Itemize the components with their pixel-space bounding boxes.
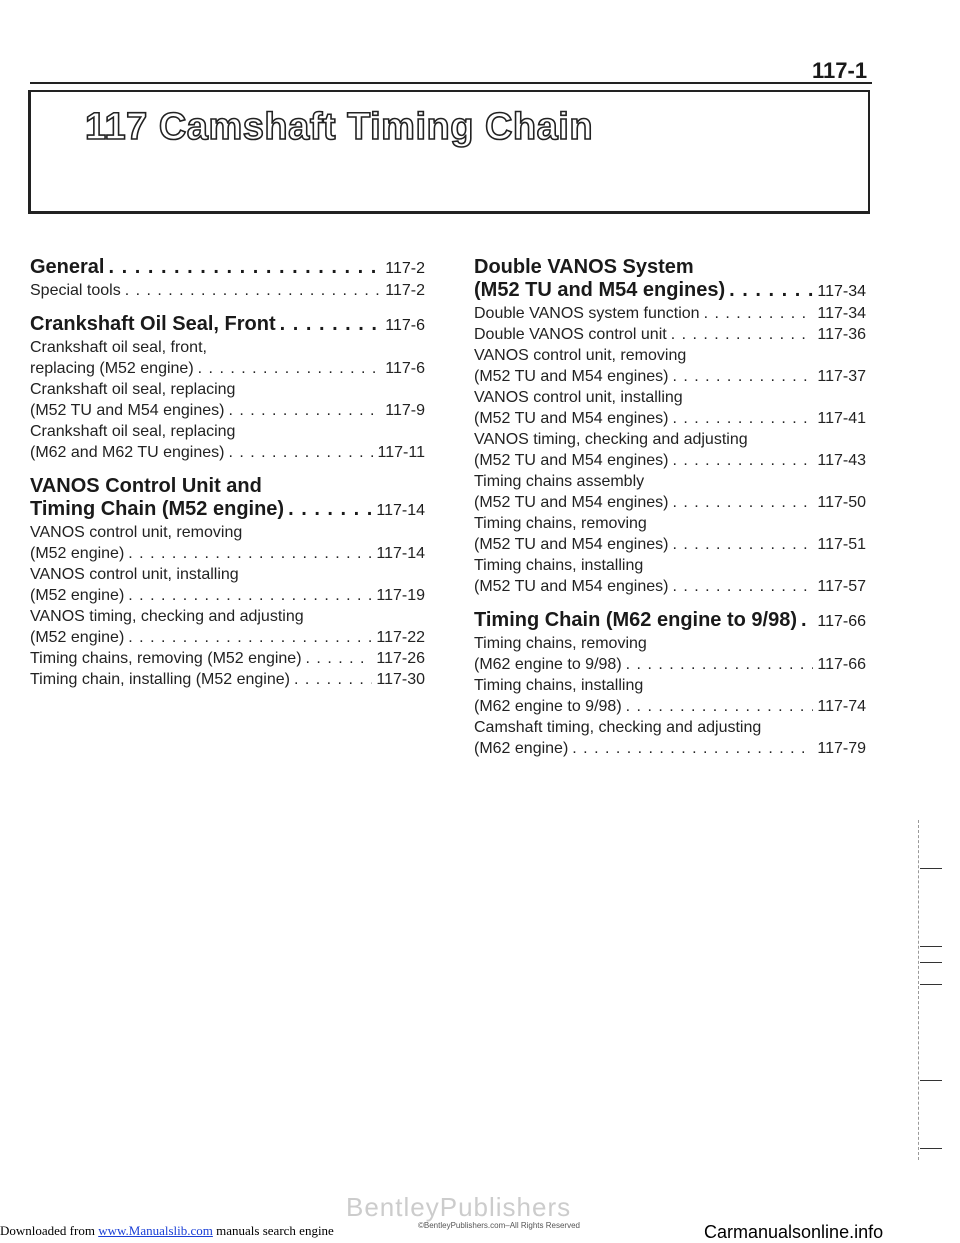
toc-page-number: 117-34 [817,283,866,300]
toc-page-number: 117-34 [817,305,866,322]
toc-right-column [474,256,866,759]
toc-entry-title: (M52 TU and M54 engines) [474,410,669,427]
dot-leader [672,366,813,387]
toc-entry-title: (M52 TU and M54 engines) [30,402,225,419]
toc-entry-row [474,738,866,759]
toc-entry-row [474,654,866,675]
toc-entry-row [474,324,866,345]
dot-leader [626,696,814,717]
dot-leader [228,442,373,463]
footer-site: Carmanualsonline.info [704,1222,884,1242]
toc-page-number: 117-9 [385,402,425,419]
dot-leader [704,303,814,324]
toc-entry-row [474,303,866,324]
toc-page-number: 117-51 [817,536,866,553]
toc-entry-text: Camshaft timing, checking and adjusting [474,719,762,736]
toc-entry-title: (M52 TU and M54 engines) [474,578,669,595]
toc-entry-row [30,648,425,669]
toc-page-number: 117-26 [376,650,425,667]
toc-left-column [30,256,425,690]
toc-entry-row [30,669,425,690]
toc-entry-row [30,585,425,606]
toc-entry-title: replacing (M52 engine) [30,360,194,377]
toc-entry-row [474,696,866,717]
toc-entry-text: Timing chains, installing [474,557,644,574]
toc-entry-title: Timing Chain (M52 engine) [30,498,285,520]
dot-leader [280,313,382,336]
toc-entry-row [30,442,425,463]
toc-entry-title: Timing chain, installing (M52 engine) [30,671,290,688]
toc-entry-row [474,492,866,513]
margin-tick [920,984,942,985]
dot-leader [672,450,813,471]
toc-entry-title: (M52 TU and M54 engines) [474,494,669,511]
toc-entry-text: VANOS control unit, removing [30,524,243,541]
dot-leader [108,256,381,279]
toc-page-number: 117-2 [385,260,425,277]
toc-entry-text: Timing chains, installing [474,677,644,694]
dot-leader [672,534,813,555]
toc-entry-title: (M52 TU and M54 engines) [474,536,669,553]
page-number: 117-1 [812,58,868,83]
toc-page-number: 117-6 [385,360,425,377]
chapter-title-box [28,90,870,214]
toc-entry-row [474,450,866,471]
margin-tick [920,946,942,947]
toc-page-number: 117-66 [817,656,866,673]
toc-entry-title: Timing Chain (M62 engine to 9/98) [474,609,798,631]
toc-entry-row [474,366,866,387]
toc-entry-title: (M62 engine to 9/98) [474,698,622,715]
spacer [30,301,425,313]
toc-entry-title: (M62 engine to 9/98) [474,656,622,673]
spacer [474,597,866,609]
toc-page-number: 117-66 [817,613,866,630]
toc-entry-row [30,543,425,564]
toc-page-number: 117-19 [376,587,425,604]
toc-entry-title: (M62 engine) [474,740,569,757]
toc-entry-row [474,408,866,429]
toc-entry-text: Timing chains, removing [474,515,647,532]
toc-page-number: 117-6 [385,317,425,334]
publisher-watermark: BentleyPublishers [346,1192,572,1222]
toc-entry-title: Timing chains, removing (M52 engine) [30,650,302,667]
toc-entry-title: (M62 and M62 TU engines) [30,444,225,461]
dot-leader [672,576,813,597]
toc-entry-title: Double VANOS system function [474,305,700,322]
download-footer [0,1223,334,1239]
toc-section-heading: Double VANOS System [474,256,694,278]
toc-page-number: 117-14 [376,502,425,519]
toc-entry-row [30,400,425,421]
toc-entry-title: (M52 TU and M54 engines) [474,452,669,469]
copyright-notice: ©BentleyPublishers.com–All Rights Reserved [418,1221,580,1230]
toc-section-row [474,279,866,303]
margin-tick [920,962,942,963]
toc-entry-text: Timing chains, removing [474,635,647,652]
dot-leader [671,324,814,345]
margin-tick [920,1148,942,1149]
toc-page-number: 117-14 [376,545,425,562]
manualslib-link[interactable]: www.Manualslib.com [98,1223,213,1238]
toc-page-number: 117-79 [817,740,866,757]
chapter-title: 117 Camshaft Timing Chain [85,106,594,148]
toc-entry-text: Crankshaft oil seal, replacing [30,423,236,440]
margin-line [918,820,919,1160]
toc-page-number: 117-36 [817,326,866,343]
toc-entry-text: VANOS control unit, installing [30,566,239,583]
toc-page-number: 117-2 [385,282,425,299]
margin-tick [920,868,942,869]
dot-leader [128,627,372,648]
dot-leader [198,358,382,379]
dot-leader [128,585,372,606]
toc-entry-title: General [30,256,105,278]
dot-leader [128,543,372,564]
dot-leader [729,279,813,302]
spacer [30,463,425,475]
toc-entry-text: Crankshaft oil seal, front, [30,339,207,356]
toc-entry-row [474,576,866,597]
toc-section-row [474,609,866,633]
dot-leader [228,400,381,421]
toc-entry-text: Timing chains assembly [474,473,645,490]
dot-leader [306,648,373,669]
toc-entry-text: VANOS control unit, removing [474,347,687,364]
toc-page-number: 117-50 [817,494,866,511]
toc-entry-title: (M52 engine) [30,545,125,562]
toc-page-number: 117-30 [376,671,425,688]
toc-page-number: 117-41 [817,410,866,427]
dot-leader [288,498,372,521]
toc-page-number: 117-11 [377,444,425,461]
toc-entry-title: (M52 engine) [30,587,125,604]
toc-entry-text: VANOS control unit, installing [474,389,683,406]
toc-section-heading: VANOS Control Unit and [30,475,262,497]
toc-entry-text: VANOS timing, checking and adjusting [474,431,748,448]
dot-leader [294,669,372,690]
dot-leader [125,280,382,301]
dot-leader [626,654,814,675]
toc-page-number: 117-22 [376,629,425,646]
toc-entry-title: Crankshaft Oil Seal, Front [30,313,276,335]
toc-page-number: 117-57 [817,578,866,595]
toc-page-number: 117-37 [817,368,866,385]
dot-leader [801,609,813,632]
toc-entry-title: (M52 TU and M54 engines) [474,368,669,385]
dot-leader [672,408,813,429]
footer-suffix: manuals search engine [212,1223,334,1238]
toc-page-number: 117-74 [817,698,866,715]
toc-entry-row [30,358,425,379]
dot-leader [672,492,813,513]
toc-entry-text: VANOS timing, checking and adjusting [30,608,304,625]
toc-page-number: 117-43 [817,452,866,469]
toc-entry-title: Special tools [30,282,121,299]
toc-entry-title: (M52 engine) [30,629,125,646]
margin-tick [920,1080,942,1081]
toc-entry-row [474,534,866,555]
toc-entry-title: Double VANOS control unit [474,326,667,343]
toc-entry-title: (M52 TU and M54 engines) [474,279,726,301]
toc-entry-text: Crankshaft oil seal, replacing [30,381,236,398]
header-rule [30,82,872,84]
footer-prefix: Downloaded from [0,1223,99,1238]
toc-entry-row [30,280,425,301]
toc-entry-row [30,627,425,648]
toc-section-row [30,256,425,280]
dot-leader [572,738,813,759]
toc-section-row [30,498,425,522]
toc-section-row [30,313,425,337]
